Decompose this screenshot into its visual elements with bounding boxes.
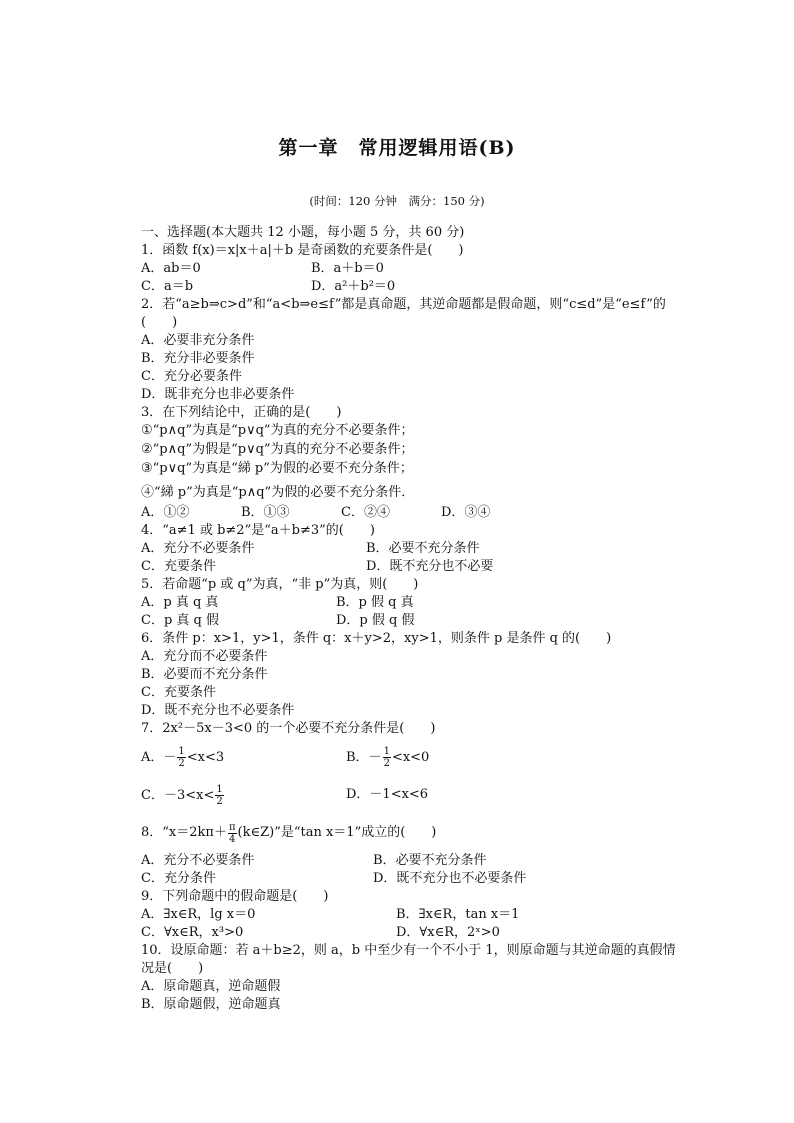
- q6-stem: 6．条件 p：x>1，y>1，条件 q：x＋y>2，xy>1，则条件 p 是条件 q 的( ): [141, 631, 612, 646]
- q2-option-a: A．必要非充分条件: [141, 333, 255, 348]
- q10-stem: 10．设原命题：若 a＋b≥2，则 a，b 中至少有一个不小于 1，则原命题与其逆命题的真假情况是( ): [141, 943, 676, 976]
- q7-option-a-denominator: 2: [178, 757, 185, 769]
- q4-option-b: B．必要不充分条件: [366, 541, 480, 556]
- q1-option-a: A．ab＝0: [141, 261, 201, 276]
- q5-options-row2: [141, 612, 686, 630]
- q8-stem-denominator: 4: [229, 833, 236, 845]
- q1-options-row2: [141, 278, 686, 296]
- q4-options-row1: [141, 540, 686, 558]
- q8-options-row2: [141, 870, 686, 888]
- q7-option-a-fraction: [177, 746, 185, 769]
- q9-options-row1: [141, 906, 686, 924]
- q2-option-d: D．既非充分也非必要条件: [141, 387, 295, 402]
- q8-options-row1: [141, 852, 686, 870]
- q7-option-b-numerator: 1: [383, 745, 390, 757]
- q3-option-b: B．①③: [241, 505, 290, 520]
- q7-option-a-numerator: 1: [178, 745, 185, 757]
- q4-option-a: A．充分不必要条件: [141, 541, 255, 556]
- q9-option-b: B．∃x∈R，tan x＝1: [396, 907, 520, 922]
- q2-stem: 2．若“a≥b⇒c>d”和“a<b⇒e≤f”都是真命题，其逆命题都是假命题，则“c≤d”是“e≤f”的( ): [141, 297, 666, 330]
- q7-option-a-suffix: <x<3: [186, 749, 225, 765]
- q8-option-a: A．充分不必要条件: [141, 853, 255, 868]
- q3-statement-2: ②“p∧q”为假是“p∨q”为真的充分不必要条件；: [141, 442, 414, 457]
- q7-option-a-prefix: A．－: [141, 749, 177, 765]
- q1-option-c: C．a＝b: [141, 279, 194, 294]
- q4-option-c: C．充要条件: [141, 559, 216, 574]
- q7-option-b-fraction: [383, 746, 391, 769]
- q6-option-c: C．充要条件: [141, 685, 216, 700]
- q4-option-d: D．既不充分也不必要: [366, 559, 494, 574]
- q9-option-d: D．∀x∈R，2ˣ>0: [396, 925, 500, 940]
- q3-stem: 3．在下列结论中，正确的是( ): [141, 405, 342, 420]
- q9-option-c: C．∀x∈R，x³>0: [141, 925, 244, 940]
- exam-info: (时间：120 分钟 满分：150 分): [309, 194, 485, 208]
- q1-options-row1: [141, 260, 686, 278]
- q7-option-b-denominator: 2: [383, 757, 390, 769]
- q3-option-c: C．②④: [341, 505, 390, 520]
- q7-option-c-prefix: C．－3<x<: [141, 787, 215, 803]
- q8-stem-prefix: 8．“x＝2kπ＋: [141, 825, 227, 840]
- q7-option-b: [346, 746, 429, 769]
- q5-option-c: C．p 真 q 假: [141, 613, 219, 628]
- q3-option-a: A．①②: [141, 505, 190, 520]
- q6-option-a: A．充分而不必要条件: [141, 649, 268, 664]
- q7-option-d: D．－1<x<6: [346, 787, 429, 802]
- q7-stem: 7．2x²－5x－3<0 的一个必要不充分条件是( ): [141, 721, 436, 736]
- q7-option-b-suffix: <x<0: [391, 749, 430, 765]
- q3-option-d: D．③④: [441, 505, 491, 520]
- q1-stem: 1．函数 f(x)＝x|x＋a|＋b 是奇函数的充要条件是( ): [141, 243, 464, 258]
- q4-stem: 4．“a≠1 或 b≠2”是“a＋b≠3”的( ): [141, 523, 375, 538]
- question-list: [141, 224, 686, 1014]
- q8-option-b: B．必要不充分条件: [373, 853, 487, 868]
- q1-option-d: D．a²＋b²＝0: [311, 279, 396, 294]
- q5-option-d: D．p 假 q 假: [336, 613, 415, 628]
- page-title: 第一章 常用逻辑用语(B): [278, 137, 516, 159]
- section-heading: 一、选择题(本大题共 12 小题，每小题 5 分，共 60 分): [141, 225, 465, 240]
- q8-stem-numerator: π: [228, 821, 236, 833]
- q1-option-b: B．a＋b＝0: [311, 261, 384, 276]
- q8-option-c: C．充分条件: [141, 871, 216, 886]
- q6-option-b: B．必要而不充分条件: [141, 667, 268, 682]
- q7-option-a: [141, 746, 346, 769]
- q2-option-b: B．充分非必要条件: [141, 351, 255, 366]
- q10-option-a: A．原命题真，逆命题假: [141, 979, 281, 994]
- q3-statement-1: ①“p∧q”为真是“p∨q”为真的充分不必要条件；: [141, 423, 414, 438]
- q5-stem: 5．若命题“p 或 q”为真，“非 p”为真，则( ): [141, 577, 419, 592]
- q7-options-row1: [141, 738, 686, 776]
- q8-stem: [141, 814, 686, 852]
- q7-option-c-fraction: [215, 784, 223, 807]
- q3-statement-4: ④“綈 p”为真是“p∧q”为假的必要不充分条件．: [141, 485, 415, 500]
- q8-option-d: D．既不充分也不必要条件: [373, 871, 527, 886]
- q9-option-a: A．∃x∈R，lg x＝0: [141, 907, 256, 922]
- q7-option-c-numerator: 1: [216, 783, 223, 795]
- q10-option-b: B．原命题假，逆命题真: [141, 997, 281, 1012]
- q7-option-c: [141, 784, 346, 807]
- q3-options: [141, 504, 686, 522]
- q7-option-b-prefix: B．－: [346, 749, 382, 765]
- q5-option-a: A．p 真 q 真: [141, 595, 219, 610]
- q3-statement-3: ③“p∨q”为真是“綈 p”为假的必要不充分条件；: [141, 461, 413, 476]
- q9-options-row2: [141, 924, 686, 942]
- q4-options-row2: [141, 558, 686, 576]
- q7-option-c-denominator: 2: [216, 795, 223, 807]
- q5-options-row1: [141, 594, 686, 612]
- q8-stem-fraction: [228, 822, 237, 845]
- q6-option-d: D．既不充分也不必要条件: [141, 703, 295, 718]
- q7-options-row2: [141, 776, 686, 814]
- q2-option-c: C．充分必要条件: [141, 369, 242, 384]
- q5-option-b: B．p 假 q 真: [336, 595, 414, 610]
- q9-stem: 9．下列命题中的假命题是( ): [141, 889, 329, 904]
- q8-stem-suffix: (k∈Z)”是“tan x＝1”成立的( ): [237, 825, 437, 840]
